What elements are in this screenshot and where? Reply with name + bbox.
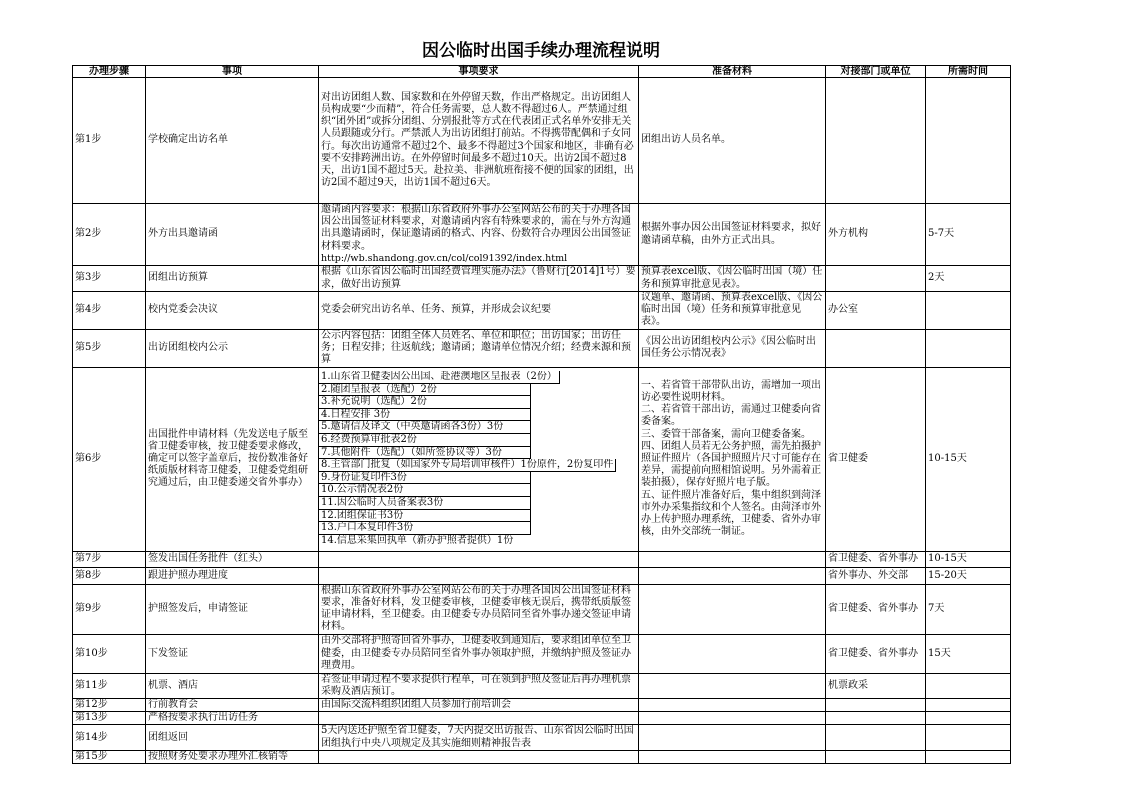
cell-materials (639, 673, 826, 698)
cell-requirement: 由国际交流科组织团组人员参加行前培训会 (319, 699, 639, 712)
cell-requirement (319, 367, 639, 551)
cell-requirement: 党委会研究出访名单、任务、预算，并形成会议纪要 (319, 292, 639, 330)
materials-note: 一、若省管干部带队出访，需增加一项出访必要性说明材料。 (641, 379, 821, 403)
cell-department: 办公室 (826, 292, 926, 330)
material-list-item: 12.团组保证书3份 (319, 510, 531, 523)
cell-step: 第7步 (73, 551, 146, 567)
cell-materials: 议题单、邀请函、预算表excel版、《因公临时出国（境）任务和预算审批意见表》。 (639, 292, 826, 330)
table-row (73, 367, 1011, 551)
cell-item: 机票、酒店 (146, 673, 319, 698)
header-time: 所需时间 (926, 66, 1011, 78)
table-row (73, 204, 1011, 266)
material-list-item: 1.山东省卫健委因公出国、赴港澳地区呈报表（2份） (319, 371, 560, 384)
materials-note: 四、团组人员若无公务护照，需先拍摄护照证件照片（各国护照照片尺寸可能存在差异，需提前向照相馆说明。另外需着正装拍摄），保存好照片电子版。 (641, 440, 821, 489)
cell-materials (639, 712, 826, 725)
cell-department (826, 266, 926, 292)
table-row (73, 673, 1011, 698)
cell-item: 签发出国任务批件（红头） (146, 551, 319, 567)
document-title: 因公临时出国手续办理流程说明 (422, 41, 660, 61)
cell-materials (639, 367, 826, 551)
cell-item: 团组出访预算 (146, 266, 319, 292)
cell-item: 出国批件申请材料（先发送电子版至省卫健委审核，按卫健委要求修改，确定可以签字盖章后，按份数准备好纸质版材料寄卫健委，卫健委党组研究通过后，由卫健委递交省外事办） (146, 367, 319, 551)
material-list-item: 11.因公临时人员备案表3份 (319, 497, 531, 510)
material-list-item: 7.其他附件（选配）（如所签协议等）3份 (319, 447, 531, 460)
cell-time (926, 699, 1011, 712)
header-step: 办理步骤 (73, 66, 146, 78)
cell-step: 第9步 (73, 584, 146, 634)
cell-item: 严格按要求执行出访任务 (146, 712, 319, 725)
cell-item: 下发签证 (146, 634, 319, 673)
header-item: 事项 (146, 66, 319, 78)
cell-item: 团组返回 (146, 725, 319, 750)
cell-time: 10-15天 (926, 367, 1011, 551)
cell-time (926, 329, 1011, 367)
cell-department (826, 699, 926, 712)
cell-time: 15-20天 (926, 567, 1011, 584)
cell-time (926, 78, 1011, 204)
cell-step: 第6步 (73, 367, 146, 551)
cell-time: 7天 (926, 584, 1011, 634)
header-row (73, 66, 1011, 78)
cell-materials (639, 567, 826, 584)
cell-department (826, 329, 926, 367)
material-list-item: 2.随团呈报表（选配）2份 (319, 384, 531, 397)
cell-requirement (319, 567, 639, 584)
cell-requirement: 若签证申请过程不要求提供行程单，可在领到护照及签证后再办理机票采购及酒店预订。 (319, 673, 639, 698)
cell-requirement: 对出访团组人数、国家数和在外停留天数，作出严格规定。出访团组人员构成要“少而精”，符合任务需要，总人数不得超过6人。严禁通过组织“团外团”或拆分团组、分别报批等方式在代表团正式名单外安排无关人员跟随或分行。严禁派人为出访团组打前站。不得携带配偶和子女同行。每次出访通常不超过2个、最多不得超过3个国家和地区，非确有必要不安排跨洲出访。在外停留时间最多不超过10天。出访2国不超过8天，出访1国不超过5天。赴拉美、非洲航班衔接不便的国家的团组，出访2国不超过9天，出访1国不超过6天。 (319, 78, 639, 204)
cell-item: 按照财务处要求办理外汇核销等 (146, 750, 319, 763)
cell-department: 外方机构 (826, 204, 926, 266)
material-list-item: 6.经费预算审批表2份 (319, 434, 531, 447)
cell-requirement: 根据《山东省因公临时出国经费管理实施办法》（鲁财行[2014]1号）要求，做好出访预算 (319, 266, 639, 292)
table-row (73, 78, 1011, 204)
cell-step: 第10步 (73, 634, 146, 673)
header-department: 对接部门或单位 (826, 66, 926, 78)
cell-step: 第5步 (73, 329, 146, 367)
cell-requirement (319, 750, 639, 763)
cell-materials: 预算表excel版、《因公临时出国（境）任务和预算审批意见表》。 (639, 266, 826, 292)
material-list-item: 8.主管部门批复（如国家外专局培训审核件）1份原件，2份复印件 (319, 459, 616, 472)
table-row (73, 750, 1011, 763)
table-row (73, 725, 1011, 750)
cell-department: 省卫健委、省外事办 (826, 584, 926, 634)
cell-time (926, 712, 1011, 725)
cell-step: 第1步 (73, 78, 146, 204)
cell-time (926, 725, 1011, 750)
cell-requirement (319, 204, 639, 266)
table-row (73, 634, 1011, 673)
cell-department: 机票政采 (826, 673, 926, 698)
cell-time: 15天 (926, 634, 1011, 673)
cell-materials: 《因公出访团组校内公示》《因公临时出国任务公示情况表》 (639, 329, 826, 367)
header-materials: 准备材料 (639, 66, 826, 78)
requirement-text: 邀请函内容要求：根据山东省政府外事办公室网站公布的关于办理各国因公出国签证材料要求，对邀请函内容有特殊要求的，需在与外方沟通出具邀请函时，保证邀请函的格式、内容、份数符合办理因公出国签证材料要求。 (321, 204, 631, 252)
cell-time: 10-15天 (926, 551, 1011, 567)
cell-step: 第13步 (73, 712, 146, 725)
cell-requirement: 公示内容包括：团组全体人员姓名、单位和职位；出访国家；出访任务；日程安排；往返航线；邀请函；邀请单位情况介绍；经费来源和预算 (319, 329, 639, 367)
cell-item: 出访团组校内公示 (146, 329, 319, 367)
cell-department (826, 712, 926, 725)
cell-time (926, 292, 1011, 330)
cell-requirement: 由外交部将护照寄回省外事办，卫健委收到通知后，要求组团单位至卫健委，由卫健委专办员陪同至省外事办领取护照，并缴纳护照及签证办理费用。 (319, 634, 639, 673)
table-row (73, 292, 1011, 330)
cell-item: 校内党委会决议 (146, 292, 319, 330)
material-list-item: 14.信息采集回执单（新办护照者提供）1份 (321, 534, 514, 546)
table-row (73, 551, 1011, 567)
materials-note: 五、证件照片准备好后，集中组织到菏泽市外办采集指纹和个人签名。由菏泽市外办上传护照办理系统，卫健委、省外办审核，由外交部统一制证。 (641, 489, 821, 538)
cell-materials (639, 551, 826, 567)
cell-item: 学校确定出访名单 (146, 78, 319, 204)
cell-requirement: 5天内送还护照至省卫健委，7天内提交出访报告、山东省因公临时出国团组执行中央八项规定及其实施细则精神报告表 (319, 725, 639, 750)
cell-item: 行前教育会 (146, 699, 319, 712)
cell-step: 第4步 (73, 292, 146, 330)
cell-item: 护照签发后，申请签证 (146, 584, 319, 634)
table-row (73, 584, 1011, 634)
material-list-item: 9.身份证复印件3份 (319, 472, 531, 485)
cell-materials: 根据外事办因公出国签证材料要求，拟好邀请函草稿，由外方正式出具。 (639, 204, 826, 266)
cell-materials (639, 725, 826, 750)
cell-step: 第11步 (73, 673, 146, 698)
cell-department (826, 725, 926, 750)
cell-step: 第3步 (73, 266, 146, 292)
cell-requirement: 根据山东省政府外事办公室网站公布的关于办理各国因公出国签证材料要求，准备好材料，发卫健委审核，卫健委审核无误后，携带纸质版签证申请材料，至卫健委。由卫健委专办员陪同至省外事办递交签证申请材料。 (319, 584, 639, 634)
cell-materials: 团组出访人员名单。 (639, 78, 826, 204)
cell-requirement (319, 712, 639, 725)
cell-item: 外方出具邀请函 (146, 204, 319, 266)
cell-step: 第12步 (73, 699, 146, 712)
table-body (73, 78, 1011, 764)
table-row (73, 699, 1011, 712)
cell-department: 省卫健委 (826, 367, 926, 551)
table-row (73, 712, 1011, 725)
materials-note: 二、若省管干部出访，需通过卫健委向省委备案。 (641, 404, 821, 428)
cell-requirement (319, 551, 639, 567)
cell-department (826, 78, 926, 204)
requirement-url: http://wb.shandong.gov.cn/col/col91392/index.html (321, 252, 568, 264)
material-list-item: 3.补充说明（选配）2份 (319, 396, 531, 409)
cell-materials (639, 634, 826, 673)
cell-step: 第8步 (73, 567, 146, 584)
cell-step: 第14步 (73, 725, 146, 750)
cell-step: 第15步 (73, 750, 146, 763)
cell-time: 2天 (926, 266, 1011, 292)
cell-department: 省外事办、外交部 (826, 567, 926, 584)
cell-time: 5-7天 (926, 204, 1011, 266)
header-requirement: 事项要求 (319, 66, 639, 78)
cell-department (826, 750, 926, 763)
material-list-item: 13.户口本复印件3份 (319, 522, 531, 535)
cell-time (926, 750, 1011, 763)
cell-materials (639, 699, 826, 712)
cell-department: 省卫健委、省外事办 (826, 634, 926, 673)
material-list-item: 5.邀请信及译文（中英邀请函各3份）3份 (319, 421, 531, 434)
cell-materials (639, 750, 826, 763)
cell-materials (639, 584, 826, 634)
table-row (73, 567, 1011, 584)
cell-department: 省卫健委、省外事办 (826, 551, 926, 567)
cell-item: 跟进护照办理进度 (146, 567, 319, 584)
table-row (73, 329, 1011, 367)
material-list-item: 10.公示情况表2份 (319, 484, 531, 497)
procedure-table (72, 65, 1011, 764)
cell-step: 第2步 (73, 204, 146, 266)
materials-note: 三、委管干部备案，需向卫健委备案。 (641, 428, 811, 440)
material-list-item: 4.日程安排 3份 (319, 409, 531, 422)
table-row (73, 266, 1011, 292)
cell-time (926, 673, 1011, 698)
